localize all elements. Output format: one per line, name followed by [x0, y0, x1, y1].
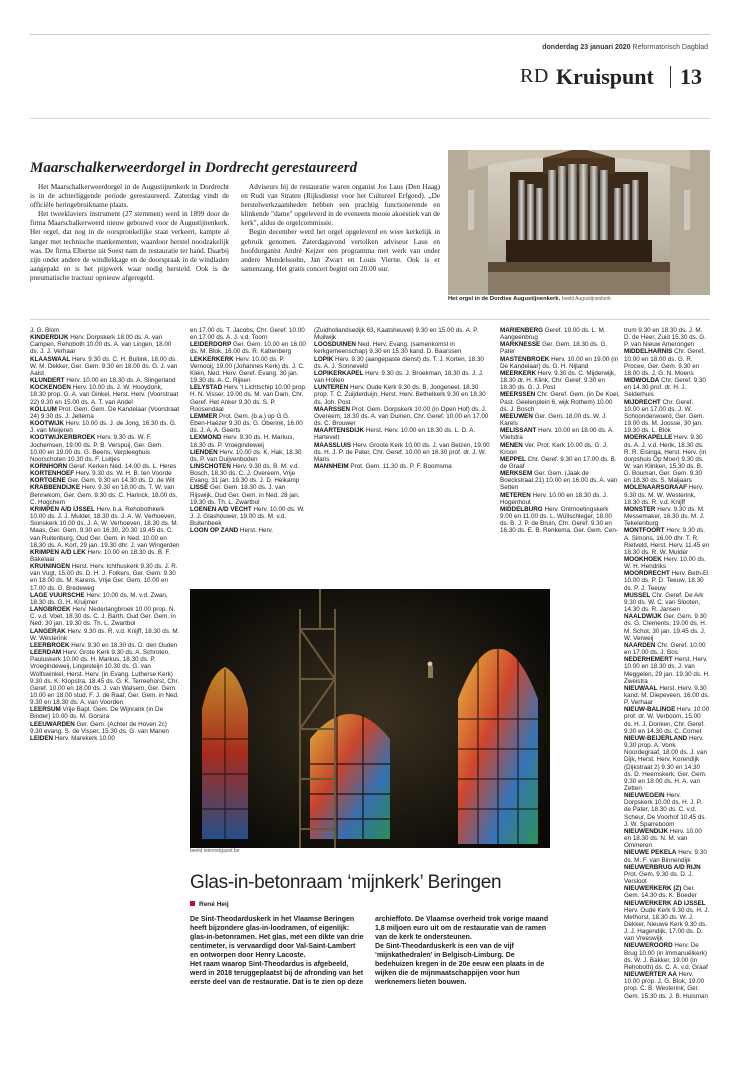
listing-place: NIEUWE PEKELA	[624, 849, 677, 857]
listing-entry	[190, 484, 308, 505]
organ-caption-text: Het orgel in de Dordtse Augustijnenkerk.	[448, 296, 561, 302]
listing-text: Herv. Beth-El 10.00 ds. P. D. Teeuw, 18.30 ds. P. J. Teeuw	[624, 570, 709, 592]
listing-entry	[624, 942, 710, 971]
listing-place: KLAASWAAL	[30, 355, 71, 363]
listing-text: Herv. 10.00 ds. J. W. Hooydonk, 18.30 prop. G. A. van Ginkel, Herst. Herv. (Voorstraat 22) 9.30 en 15.00 ds. A. T. van Andel	[30, 384, 179, 406]
listing-entry	[500, 341, 620, 355]
listing-place: MIDDELHARNIS	[624, 348, 673, 356]
listing-place: KRABBENDIJKE	[30, 484, 81, 492]
organ-photo-caption	[448, 296, 710, 302]
listing-text: Herv. 9.30 ds. J. Broekman, 18.30 ds. J. J. van Holten	[314, 369, 484, 385]
listing-text: Ger. Gem. 10.00 en 16.00 ds. M. Blok, 16.00 ds. R. Kattenberg	[190, 341, 306, 356]
listing-text: Ger. Gem. (Achter de Hoven 2c) 9.30 evang. S. de Visser, 15.30 ds. G. van Manen	[30, 720, 169, 735]
listing-place: LOENEN A/D VECHT	[190, 505, 252, 513]
listing-entry	[624, 527, 710, 556]
article-orgel-paragraph: Adviseurs bij de restauratie waren organist Jos Laus (Den Haag) en Rudi van Straten (Rijksdienst voor het Cultureel Erfgoed). „De herstelwerkzaamheden hebben een prachtig functionerende en klinkende "dame" opgeleverd in de eveneens mooie akoestiek van de kerk", aldus de orgelcommissie.	[241, 183, 440, 228]
listing-place: MONTFOORT	[624, 527, 665, 535]
listing-text: Ger. Gem. 18.30 ds. J. van Rijswijk, Oud Ger. Gem. in Ned. 28 jan. 19.30 ds. Th. L. Zwartbol	[190, 484, 300, 506]
listing-text: Chr. Geref. 10.00 en 18.00 ds. G. R. Procee, Ger. Gem. 9.30 en 18.00 ds. J. G. N. Moens	[624, 348, 705, 377]
listing-place: MIJDRECHT	[624, 398, 661, 406]
article-beringen-paragraph: Het raam waarop Sint-Theodardus is afgebeeld, werd in 2018 teruggeplaatst bij de afronding van het eerste deel van de restauratie. Dat is te zien op deze archieffoto. De Vlaamse overheid trok vorige maand 1,8 miljoen euro uit om de restauratie van de ramen van de kerk te ondersteunen.	[190, 916, 549, 986]
listing-place: METEREN	[500, 491, 531, 499]
listing-entry	[30, 721, 180, 735]
listing-text: Herv. Marekerk 10.00	[54, 734, 115, 742]
header-bottom-rule	[30, 118, 710, 119]
listing-text: Herv. 9.30 en 18.30 ds. D. den Ouden	[71, 641, 178, 649]
listing-entry	[624, 556, 710, 570]
listing-text: Prot. Gem. Dorpskerk 10.00 (in Open Hof) ds. J. Overeem, 18.30 ds. A. van Duinen, Chr. Geref. 10.00 en 17.00 ds. C. Brouwer	[314, 405, 489, 428]
listing-place: MONSTER	[624, 505, 656, 513]
listing-text: Herv. 9.30 ds. W. H. B. ten Voorde	[75, 470, 172, 478]
listing-place: LAGE VUURSCHE	[30, 591, 85, 599]
listing-place: LEIDERDORP	[190, 341, 232, 349]
listing-entry	[190, 413, 308, 434]
organ-photo	[448, 150, 710, 295]
listing-entry	[30, 628, 180, 642]
listing-entry	[624, 348, 710, 377]
listing-place: MIDWOLDA	[624, 377, 660, 385]
listing-text: Chr. Geref. 9.30 en 17.00 ds. B. de Graaf	[500, 455, 617, 470]
listing-place: MARIËNBERG	[500, 327, 544, 334]
listing-entry	[624, 735, 710, 792]
listing-place: MAARSSEN	[314, 405, 351, 413]
listing-text: Herv. Grote Kerk 9.30 ds. A. Schroten, Pauluskerk 10.00 ds. H. Markus, 18.30 ds. P. Vroegindeweij, Lingesteijn 10.30 ds. G. van Wolfswinkel, Herst. Herv. (in Evang. Lutherse Kerk) 9.30 ds. K. Klopstra, 18.45 ds. G. K. Terreehorst, Chr. Geref. 10.00 en 18.00 ds. J. van Walsem, Ger. Gem. 10.00 en 18.00 stud. F. J. de Raaf, Ger. Gem. in Ned. 9.30 en 18.30 ds. A. van Voorden	[30, 649, 179, 707]
listing-place: MOOKHOEK	[624, 556, 662, 563]
listing-entry	[30, 406, 180, 420]
listing-entry	[190, 384, 308, 413]
listing-text: J. G. Blom	[30, 327, 60, 334]
header-paper: Reformatorisch Dagblad	[632, 44, 708, 51]
listing-place: KRIMPEN A/D LEK	[30, 548, 86, 556]
article-orgel-body	[30, 183, 440, 283]
listing-place: MAASSLUIS	[314, 441, 352, 449]
listing-entry	[30, 706, 180, 720]
listing-place: KOOTWIJKERBROEK	[30, 434, 96, 442]
listing-entry	[624, 900, 710, 943]
listing-entry	[624, 656, 710, 685]
stained-glass-photo	[190, 589, 550, 848]
listing-entry	[500, 327, 620, 341]
listing-entry	[314, 442, 492, 463]
listing-place: KOLLUM	[30, 405, 57, 413]
listing-entry	[624, 377, 710, 398]
listing-entry	[30, 356, 180, 377]
listing-place: KINDERDIJK	[30, 334, 69, 342]
listing-text: Vrije Bapt. Gem. De Wijnrank (in De Binder) 10.00 ds. M. Gorsira	[30, 706, 164, 721]
listing-text: Herv. 9.30 ds. H. Markus, 18.30 ds. P. Vroegindeweij	[190, 434, 295, 449]
listing-place: LANGERAK	[30, 627, 66, 635]
listing-place: NIEUWAAL	[624, 684, 658, 692]
listing-place: MOORDRECHT	[624, 570, 670, 578]
listing-entry	[624, 327, 710, 348]
listing-text: Herst. Herv. 10.00 en 18.30 ds. L. D. A. Hartevelt	[314, 427, 476, 442]
listing-entry	[500, 391, 620, 412]
listing-entry	[624, 864, 710, 885]
listing-place: LEMMER	[190, 412, 218, 420]
listing-place: KRIMPEN A/D IJSSEL	[30, 505, 95, 513]
listing-place: LOPIKERKAPEL	[314, 369, 364, 377]
listing-place: NIEUWERKERK (Z)	[624, 885, 682, 893]
listing-text: Herv. 9.30 ds. W. F. Jochemsen, 19.00 ds. P. B. Verspuij, Ger. Gem. 10.00 en 19.00 ds. G. Beens, Verpleeghuis Noorschoten 10.30 ds. F. Luitjes	[30, 434, 163, 463]
listing-text: trum 9.30 en 18.30 ds. J. M. D. de Heer, Zuid 15.30 ds. G. P. van Nieuw Amerongen	[624, 327, 706, 349]
listing-entry	[30, 563, 180, 592]
listing-text: Herv. 9.30 ds. A. Simons, 16.00 dhr. T. R. Rietveld, Herst. Herv. 11.45 en 18.30 ds. R. W. Mulder	[624, 527, 710, 556]
listing-place: MASTENBROEK	[500, 355, 550, 363]
listing-entry	[314, 356, 492, 370]
listing-entry	[624, 613, 710, 642]
article-beringen-title: Glas-in-betonraam ‘mijnkerk’ Beringen	[190, 872, 502, 893]
listing-entry	[30, 735, 180, 742]
listing-text: Herv. Nederlangbroek 10.00 prop. N. C. v.d. Voet, 18.30 ds. C. J. Barth, Oud Ger. Gem. in Ned. 30 jan. 19.30 ds. Th. L. Zwartbol	[30, 606, 176, 628]
top-rule	[30, 34, 710, 35]
church-listing-column-3	[314, 327, 492, 585]
listing-entry	[30, 434, 180, 463]
church-listing-column-4	[500, 327, 620, 585]
listing-entry	[500, 470, 620, 491]
listing-text: Herv. 9.30 ds. C. Mijderwijk, 18.30 dr. H. Klink, Chr. Geref. 9.30 en 18.30 ds. G. J. Post	[500, 369, 616, 392]
listing-text: Chr. Geref. De Ark 9.30 ds. W. C. van Slooten, 14.30 ds. R. Jansen	[624, 591, 704, 614]
listing-place: MAARTENSDIJK	[314, 427, 365, 435]
listing-place: MARKNESSE	[500, 341, 541, 349]
section-divider	[670, 66, 671, 88]
section-header	[520, 64, 710, 90]
listing-text: Prot. Gem. Gem. De Kandelaar (Voorstraat 24) 9.30 ds. J. Jeltema	[30, 405, 180, 420]
listing-place: NIEUWERTER AA	[624, 971, 677, 979]
stained-glass-illustration	[190, 589, 550, 848]
church-listing-column-5	[624, 327, 710, 1063]
listing-entry	[190, 327, 308, 341]
listing-place: KLUNDERT	[30, 377, 65, 385]
listing-place: NEDERHEMERT	[624, 656, 673, 664]
listing-entry	[190, 449, 308, 463]
listing-text: Prot. Gem. 11.30 ds. P. F. Boomsma	[350, 462, 452, 470]
listing-place: LEERDAM	[30, 649, 62, 657]
listing-text: Herst. Herv. 9.30 kand. M. Diepeveen, 16.00 ds. P. Verhaar	[624, 684, 710, 707]
listing-text: Herv. 10.00 en 19.00 (in De Kandelaar) ds. G. H. Nijland	[500, 355, 619, 370]
listing-text: Ger. Gem. 18.00 ds. W. J. Karels	[500, 412, 608, 428]
listing-place: LUNTEREN	[314, 384, 349, 392]
listing-place: LEIDEN	[30, 734, 54, 742]
listing-text: Herst. Herv. Ichthuskerk 9.30 ds. J. R. van Vugt, 15.00 ds. D. H. J. Folkers, Ger. Gem. 9.30 en 18.00 ds. M. Karens, Vrije Ger. Gem. 10.00 en 17.00 ds. G. Bredeweg	[30, 563, 178, 592]
listing-text: Herv. Oude Kerk 9.30 ds. B. Jongeneel, 18.30 prop. T. C. Zuijderduijn, Herst. Herv. Bethelkerk 9.30 en 18.30 ds. Joh. Post	[314, 384, 486, 406]
listing-entry	[500, 370, 620, 391]
listing-entry	[190, 506, 308, 527]
listing-place: LIENDEN	[190, 448, 218, 456]
article-orgel-paragraph: Begin december werd het orgel opgeleverd en weer kerkelijk in gebruik genomen. Zaterdagavond vertolken adviseur Laus en hoofdorganist André Kejzer een programma met werk van onder andere Mendelssohn, Jan Zwart en Louis Vierne. Ook is er samenzang. Het gratis concert begint om 20.00 uur.	[241, 228, 440, 273]
listing-text: Prot. Gem. (b.a.) op G.G. Eben-Haëzer 9.30 ds. G. Oberink, 16.00 ds. J. A. A. Geerts	[190, 412, 303, 435]
listing-place: LOOSDUINEN	[314, 341, 356, 349]
article-orgel-title: Maarschalkerweerdorgel in Dordrecht gerestaureerd	[30, 160, 358, 176]
listing-entry	[500, 492, 620, 506]
listing-text: Herv. 10.00 en 18.30 ds. A. Slingerland	[66, 377, 176, 385]
listing-entry	[500, 413, 620, 427]
listing-place: LEXMOND	[190, 434, 222, 442]
listing-text: Herv. 9.30 ds. C. H. Buitink, 18.00 ds. W. M. Dekker, Ger. Gem. 9.30 en 18.00 ds. G. J. van Aalst	[30, 355, 178, 377]
listing-text: Ned. Herv. Evang. (samenkomst in kerkgemeenschap) 9.30 en 15.30 kand. D. Baarssen	[314, 341, 462, 356]
listing-text: Herv. 9.30 ds. M. W. Westerink, 18.30 ds. R. v.d. Knijff	[624, 484, 704, 506]
listing-entry	[314, 370, 492, 384]
listing-text: Herv. 10.00 ds. P. Vernooij, 19.00 (Johannes Kerk) ds. J. C. Klein, Ned. Herv. Geref. Evang. 30 jan. 19.30 ds. A. C. Rijken	[190, 355, 305, 385]
listing-entry	[30, 377, 180, 384]
listing-place: KORNHORN	[30, 462, 68, 470]
listing-text: Herv. b.a. Rehobothkerk 10.00 ds. J. J. Mulder, 18.30 ds. J. A. W. Verhoeven, Sionskerk 10.00 ds. J. A. W. Verhoeven, 18.30 ds. M. Maas, Ger. Gem. 9.30 en 16.30, 20.30 19.45 ds. C. van Ruitenburg, Oud Ger. Gem. in Ned. 10.00 en 18.30 ds. A. Kort, 29 jan. 19.30 dhr. J. van Wingerden	[30, 505, 180, 549]
listing-place: MELISSANT	[500, 427, 537, 435]
page-number: 13	[680, 64, 702, 89]
article-beringen-paragraph: De Sint-Theodarduskerk in het Vlaamse Beringen heeft bijzondere glas-in-loodramen, of eigenlijk: glas-in-betonramen. Het glas, met een dikte van drie centimeter, is vervaardigd door Val-Saint-Lambert en ontworpen door Henry Lacoste.	[190, 916, 364, 959]
listing-place: LEERBROEK	[30, 641, 70, 649]
listing-place: LEEUWARDEN	[30, 720, 75, 728]
listing-entry	[624, 570, 710, 591]
listing-entry	[500, 456, 620, 470]
organ-photo-credit: beeld Augustijnenkerk	[561, 296, 611, 302]
listing-place: NIEUW-BEIJERLAND	[624, 734, 688, 742]
listing-place: LEERSUM	[30, 706, 61, 714]
listing-entry	[314, 341, 492, 355]
listing-place: MANNHEIM	[314, 462, 349, 470]
listing-place: KOOTWIJK	[30, 420, 64, 428]
listing-entry	[190, 341, 308, 355]
listing-text: (Zuidhollandsedijk 63, Kaatsheuvel) 9.30 en 15.00 ds. A. P. Muilwijk	[314, 327, 479, 342]
listing-text: Herv. 10.00 ds. J. de Jong, 16.30 ds. G. J. van Meijeren	[30, 420, 177, 435]
section-prefix: RD	[520, 65, 549, 87]
listing-entry	[624, 506, 710, 527]
listing-entry	[624, 971, 710, 1000]
listing-text: Herv. 10.00 ds. W. H. Hendriks	[624, 556, 706, 571]
listing-entry	[500, 506, 620, 535]
listing-text: Herv. 10.00 ds. M. v.d. Zwan, 18.30 ds. G. H. Kruijmer	[30, 591, 168, 606]
listing-entry	[314, 463, 492, 470]
listing-entry	[624, 849, 710, 863]
listing-entry	[314, 427, 492, 441]
listing-entry	[190, 356, 308, 385]
listing-place: MEPPEL	[500, 455, 526, 463]
listing-place: LOON OP ZAND	[190, 527, 239, 535]
listing-text: Herv. De Brug 10.00 (in Immanuëlkerk) ds. W. J. Bakker, 19.00 (in Rehoboth) ds. C. A. v.d. Graaf	[624, 942, 708, 971]
listing-entry	[30, 327, 180, 334]
listing-place: KORTGENE	[30, 477, 66, 485]
listing-text: Geref. 19.00 ds. L. M. Aangeenbrug	[500, 327, 606, 342]
listing-entry	[30, 384, 180, 405]
header-date: donderdag 23 januari 2020	[542, 44, 631, 51]
listing-text: Herv. 10.00 en 18.30 ds. B. F. Bakelaar	[30, 548, 171, 563]
listing-text: en 17.00 ds. T. Jacobs, Chr. Geref. 10.00 en 17.00 ds. A. J. v.d. Toorn	[190, 327, 305, 342]
article-separator-rule	[30, 319, 710, 320]
listing-text: Herv. 10.00 prof. dr. W. Verboom, 15.00 ds. H. J. Donken, Chr. Geref. 9.30 en 14.30 ds. C. Cornet	[624, 706, 710, 735]
listing-entry	[30, 470, 180, 477]
listing-entry	[30, 334, 180, 355]
listing-text: Herv. 10.00 prop. J. G. Blok, 19.00 prop. C. B. Westerink, Ger. Gem. 15.30 ds. J. B. Huisman	[624, 971, 708, 1000]
listing-entry	[624, 792, 710, 828]
listing-entry	[314, 384, 492, 405]
listing-text: Chr. Geref. 10.00 en 17.00 ds. J. W. Schoonderwoerd, Ger. Gem. 19.00 ds. M. Joosse, 30 jan. 19.30 ds. L. Blok	[624, 398, 705, 435]
listing-place: MUSSEL	[624, 591, 651, 599]
listing-text: Herv. 10.00 ds. K. Hak, 18.30 ds. P. van Duijvenboden	[190, 448, 302, 463]
stained-glass-photo-credit: beeld internetgazet.be	[190, 848, 240, 854]
listing-text: Herv. Oude Kerk 9.30 ds. H. J. Methorst, 18.30 ds. W. J. Dekker, Nieuwe Kerk 9.30 ds. J. J. Hagendijk, 17.00 ds. D. van Vreeswijk	[624, 906, 710, 943]
listing-entry	[500, 356, 620, 370]
listing-entry	[624, 592, 710, 613]
listing-text: Herv. 9.30 ds. A. J. v.d. Herik, 18.30 ds. R. R. Eisinga, Herst. Herv. (in dorpshuis Op Moer) 9.30 ds. W. van Klinken, 15.30 ds. B. D. Bouman, Ger. Gem. 9.30 en 18.30 ds. S. Maljaars	[624, 434, 707, 485]
header-date-line	[420, 44, 708, 51]
listing-entry	[30, 420, 180, 434]
listing-entry	[624, 399, 710, 435]
listing-place: MEERSSEN	[500, 391, 536, 399]
section-title: Kruispunt	[556, 64, 654, 89]
listing-text: Herv. 9.30 en 18.00 ds. T. W. van Bennekom, Ger. Gem. 9.30 ds. C. Harinck, 18.00 ds. C. Hogchem	[30, 484, 178, 506]
article-beringen-paragraph: De Sint-Theodarduskerk is een van de vijf ‘mijnkathedralen’ in Belgisch-Limburg. De bedehuizen kregen in de 20e eeuw een plaats in de wijken die de mijnmaatschappijen voor hun werknemers lieten bouwen.	[375, 943, 545, 986]
listing-text: Ger. Gem. 9.30 ds. G. Clements, 19.00 ds. H. M. Schot, 30 jan. 19.45 ds. J. W. Verweij	[624, 613, 707, 642]
listing-entry	[30, 549, 180, 563]
listing-place: LINSCHOTEN	[190, 462, 231, 470]
listing-place: LEKKERKERK	[190, 355, 234, 363]
listing-text: Prot. Gem. 9.30 ds. D. J. Versloot	[624, 870, 694, 886]
listing-text: Herv. 10.00 en 18.30 ds. J. Hogenhout	[500, 491, 608, 506]
listing-text: Herv. Ontmoetingskerk 9.00 en 11.00 ds. L. Wüllschleger, 18.00 ds. B. J. P. de Bruin, Chr. Geref. 9.30 en 16.30 ds. E. B. Renkema, Ger. Gem. Cen-	[500, 505, 618, 535]
listing-text: Ger. Gem. 9.30 en 14.30 ds. D. de Wit	[67, 477, 175, 485]
listing-entry	[30, 506, 180, 549]
listing-place: KORTENHOEF	[30, 470, 75, 478]
listing-entry	[30, 463, 180, 470]
listing-place: LISSE	[190, 484, 209, 492]
listing-entry	[500, 427, 620, 441]
listing-entry	[314, 327, 492, 341]
listing-text: Chr. Geref. 10.00 en 17.00 ds. J. Bos	[624, 641, 706, 657]
listing-place: MEEUWEN	[500, 412, 533, 420]
listing-text: Herv. 't Lichtschip 10.00 prop. H. N. Visser, 19.00 ds. M. van Dam, Chr. Geref. Het Anker 9.30 ds. S. P. Roosendaal	[190, 384, 307, 413]
listing-place: NAARDEN	[624, 641, 656, 649]
listing-text: Herv. Dorpskerk 18.00 ds. A. van Campen, Rehoboth 10.00 ds. A. van Lingen, 18.00 ds. J. J. Verhaar	[30, 334, 172, 356]
listing-entry	[624, 434, 710, 484]
listing-entry	[30, 606, 180, 627]
listing-text: Herv. Groote Kerk 10.00 ds. J. van Belzen, 19.00 ds. H. J. P. de Pater, Chr. Geref. 10.00 en 16.30 prof. dr. J. W. Maris	[314, 441, 490, 463]
listing-entry	[30, 592, 180, 606]
article-orgel-paragraph: Het tweeklaviers instrument (27 stemmen) werd in 1899 door de firma Maarschalkerweerd nieuw gebouwd voor de Augustijnenkerk. Het orgel, dat nog in de oorspronkelijke staat verkeert, kampte al langer met technische mankementen, waardoor herstel noodzakelijk was. De firma Elbertse uit Soest nam de restauratie ter hand. Daarbij zijn onder andere de windlekkage en de doorspraak in de windladen aangepakt en is het pijpwerk waar nodig hersteld. Ook is de pneumatische tractuur opnieuw afgeregeld.	[30, 210, 229, 282]
listing-entry	[624, 685, 710, 706]
listing-text: Geref. Kerken Ned. 14.00 ds. L. Heres	[68, 462, 177, 470]
byline-author: René Heij	[199, 901, 229, 908]
listing-entry	[624, 706, 710, 735]
byline-marker-icon	[190, 901, 195, 906]
listing-text: Ger. Gem. 18.30 ds. G. Pater	[500, 341, 608, 356]
listing-text: Herv. 9.30 ds. M. F. van Binnendijk	[624, 849, 707, 864]
listing-text: Ger. Gem. 14.30 ds. K. Boeder	[624, 885, 697, 900]
listing-text: Herv. 10.00 en 18.00 ds. A. Vlietstra	[500, 427, 614, 442]
listing-text: Herv. 9.30 (aangepaste dienst) ds. T. J. Korten, 18.30 ds. A. J. Sonneveld	[314, 355, 484, 370]
listing-place: NIEUW-BALINGE	[624, 706, 676, 714]
listing-place: NIEUWERKERK AD IJSSEL	[624, 899, 706, 907]
listing-entry	[190, 463, 308, 484]
listing-text: Herv. 9.30 ds. B. M. v.d. Bosch, 18.30 ds. C. J. Overeem, Vrije Evang. 31 jan. 19.30 ds. J. D. Heikamp	[190, 462, 300, 485]
listing-place: LANGBROEK	[30, 606, 71, 614]
listing-entry	[624, 885, 710, 899]
listing-place: NIEUWERBRUG A/D RIJN	[624, 863, 701, 871]
listing-text: Herv. 9.30 ds. R. v.d. Knijff, 18.30 ds. M. W. Westerink	[30, 627, 180, 642]
article-byline	[190, 901, 229, 908]
listing-entry	[190, 434, 308, 448]
listing-place: LOPIK	[314, 355, 334, 363]
listing-entry	[624, 642, 710, 656]
church-listing-column-2	[190, 327, 308, 585]
listing-text: Herv. Dorpskerk 10.00 ds. H. J. P. de Pater, 18.30 ds. C. v.d. Scheur, De Voorhof 10.45 ds. J. W. Sparreboom	[624, 792, 707, 828]
listing-text: Herv. 9.30 ds. M. Messemaker, 16.30 ds. M. J. Tekelenburg	[624, 505, 705, 528]
listing-entry	[190, 527, 308, 534]
article-beringen-body	[190, 915, 550, 987]
listing-text: Ver. Prot. Kerk 10.00 ds. G. J. Kroon	[500, 441, 608, 456]
church-listing-column-1	[30, 327, 180, 1063]
listing-text: Chr. Geref. Gem. (in De Koel, Past. Geelenplein 6, wijk Rothem) 10.00 ds. J. Bosch	[500, 391, 620, 413]
listing-place: MOLENAARSGRAAF	[624, 484, 687, 492]
listing-entry	[624, 484, 710, 505]
listing-entry	[30, 642, 180, 649]
listing-entry	[30, 477, 180, 484]
listing-place: MENEN	[500, 441, 523, 449]
article-orgel-paragraph: Het Maarschalkerweerdorgel in de Augustijnenkerk in Dordrecht is in de achterliggende periode gerestaureerd. Zaterdag vindt de officiële heringebruikname plaats.	[30, 183, 229, 210]
listing-place: NAALDWIJK	[624, 613, 662, 621]
listing-text: Herst. Herv. 10.00 en 18.30 ds. J. van Meggelen, 29 jan. 19.30 ds. H. Zweistra	[624, 656, 710, 685]
listing-text: Ger. Gem. (Jaak de Boeckstraat 21) 10.00 en 16.00 ds. A. van Setten	[500, 470, 618, 492]
listing-entry	[624, 828, 710, 849]
listing-place: NIEUWENDIJK	[624, 827, 669, 835]
listing-place: KRUININGEN	[30, 563, 70, 571]
listing-entry	[30, 484, 180, 505]
listing-place: NIEUWEGEIN	[624, 792, 665, 800]
listing-text: Herst. Herv.	[239, 527, 274, 535]
listing-place: MOERKAPELLE	[624, 434, 673, 442]
listing-place: NIEUWEROORD	[624, 942, 673, 950]
listing-entry	[500, 442, 620, 456]
listing-place: KOCKENGEN	[30, 384, 71, 392]
listing-text: Chr. Geref. 9.30 en 14.30 prof. dr. H. J. Selderhuis	[624, 377, 706, 399]
listing-entry	[314, 406, 492, 427]
listing-place: MEERKERK	[500, 369, 537, 377]
organ-photo-illustration	[448, 150, 710, 295]
listing-place: LELYSTAD	[190, 384, 223, 392]
listing-place: MIDDELBURG	[500, 505, 543, 513]
listing-text: Herv. 10.00 ds. W. J. J. Glashouwer, 19.00 ds. M. v.d. Buitenbeek	[190, 505, 305, 528]
listing-text: Herv. 10.00 en 18.30 ds. N. M. van Ommeren	[624, 827, 702, 850]
listing-text: Herv. 9.30 prop. A. Vonk Noordegraaf, 18.00 ds. J. van Dijk, Herst. Herv. Korendijk (Dijkstraat 2) 9.30 en 14.30 ds. D. Heemskerk, Ger. Gem. 9.30 en 18.00 ds. H. A. van Zetten	[624, 734, 707, 792]
listing-place: MERKSEM	[500, 470, 533, 478]
listing-entry	[30, 649, 180, 706]
